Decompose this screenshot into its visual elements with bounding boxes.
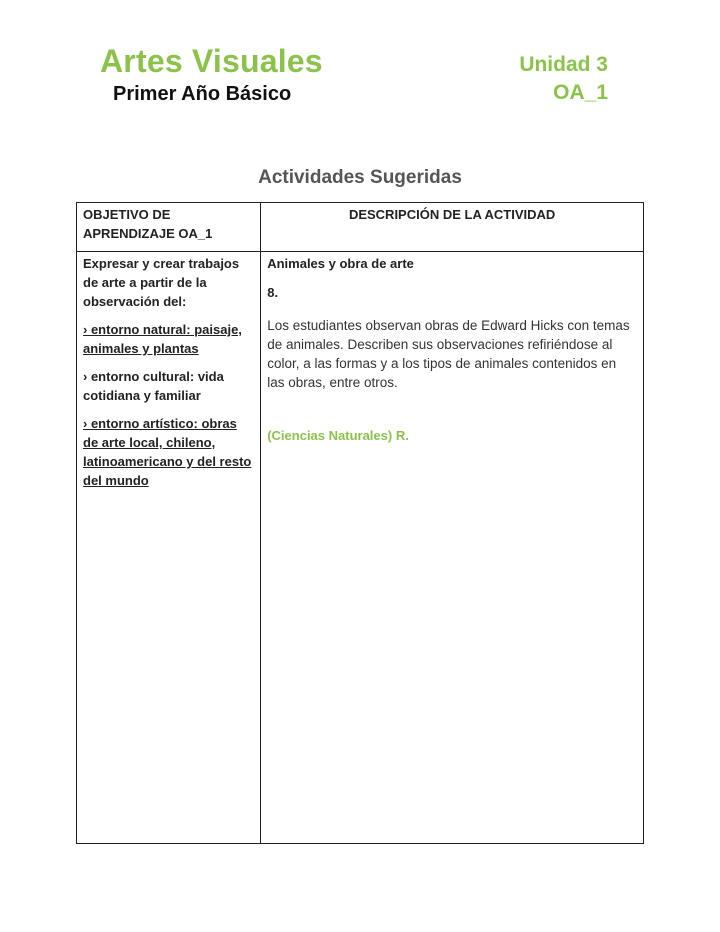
activity-title: Animales y obra de arte	[267, 256, 414, 271]
header-right	[519, 52, 608, 106]
document-title: Artes Visuales	[100, 43, 323, 79]
objective-item-cultural: › entorno cultural: vida cotidiana y familiar	[83, 369, 224, 403]
objective-item-natural: › entorno natural: paisaje, animales y plantas	[83, 322, 242, 356]
table-header-row	[77, 203, 644, 252]
header-description: DESCRIPCIÓN DE LA ACTIVIDAD	[261, 203, 644, 252]
activity-table	[76, 202, 644, 844]
objective-item-artistic: › entorno artístico: obras de arte local, chileno, latinoamericano y del resto del mundo	[83, 416, 252, 488]
activity-number: 8.	[267, 285, 279, 300]
oa-label: OA_1	[553, 81, 608, 104]
activity-description: Los estudiantes observan obras de Edward Hicks con temas de animales. Describen sus observaciones refiriéndose al color, a las formas y a los tipos de animales contenidos en las obras, entre otros.	[267, 318, 630, 390]
objective-cell	[77, 252, 261, 844]
activity-cross-link: (Ciencias Naturales) R.	[267, 428, 409, 443]
document-subtitle: Primer Año Básico	[113, 83, 292, 105]
table-row	[77, 252, 644, 844]
objective-intro: Expresar y crear trabajos de arte a partir de la observación del:	[83, 256, 240, 309]
section-title: Actividades Sugeridas	[258, 167, 462, 188]
header-left	[100, 42, 323, 106]
description-cell	[261, 252, 644, 844]
unit-label: Unidad 3	[519, 53, 608, 76]
header-objective: OBJETIVO DE APRENDIZAJE OA_1	[77, 203, 261, 252]
